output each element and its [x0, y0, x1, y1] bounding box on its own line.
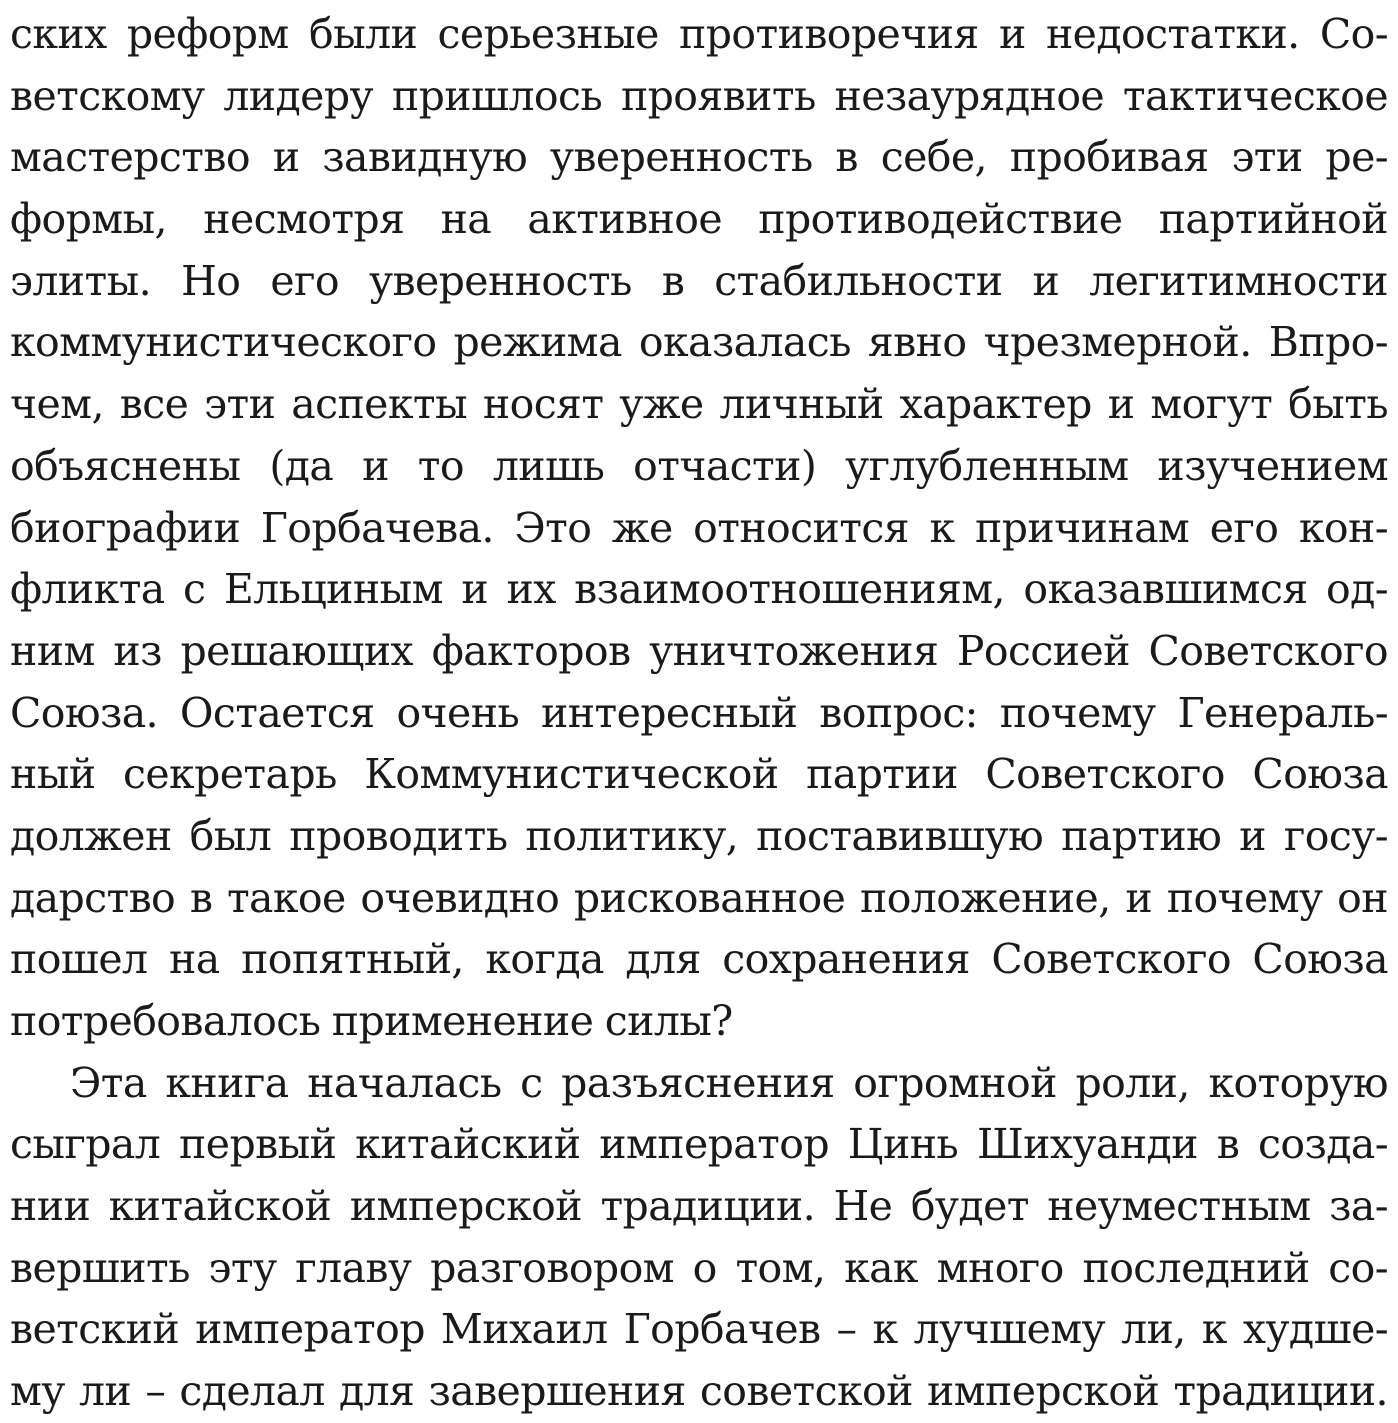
text-line: дарство в такое очевидно рискованное положение, и почему он: [10, 873, 1388, 922]
text-line: элиты. Но его уверенность в стабильности и легитимности: [10, 256, 1388, 305]
paragraph: [10, 1053, 1388, 1423]
text-line: чем, все эти аспекты носят уже личный характер и могут быть: [10, 380, 1388, 429]
text-line: му ли – сделал для завершения советской имперской традиции.: [10, 1367, 1388, 1416]
text-line: биографии Горбачева. Это же относится к причинам его кон-: [10, 503, 1388, 552]
text-line: коммунистического режима оказалась явно чрезмерной. Впро-: [10, 318, 1388, 367]
text-line: формы, несмотря на активное противодействие партийной: [10, 195, 1388, 244]
text-line: нии китайской имперской традиции. Не будет неуместным за-: [10, 1182, 1388, 1231]
text-line: ним из решающих факторов уничтожения Россией Советского: [10, 626, 1388, 675]
text-line: ветскому лидеру пришлось проявить незаурядное тактическое: [10, 71, 1388, 120]
text-line: Союза. Остается очень интересный вопрос: почему Генераль-: [10, 688, 1388, 737]
text-line: сыграл первый китайский император Цинь Шихуанди в созда-: [10, 1120, 1388, 1169]
text-line: фликта с Ельциным и их взаимоотношениям, оказавшимся од-: [10, 565, 1388, 614]
text-line: вершить эту главу разговором о том, как много последний со-: [10, 1243, 1388, 1292]
text-line: мастерство и завидную уверенность в себе, пробивая эти ре-: [10, 133, 1388, 182]
text-line: пошел на попятный, когда для сохранения Советского Союза: [10, 935, 1388, 984]
text-line: Эта книга началась с разъяснения огромной роли, которую: [70, 1058, 1388, 1107]
text-line: ный секретарь Коммунистической партии Советского Союза: [10, 750, 1388, 799]
text-line: потребовалось применение силы?: [10, 997, 733, 1045]
text-line: ветский император Михаил Горбачев – к лучшему ли, к худше-: [10, 1305, 1388, 1354]
text-line: ских реформ были серьезные противоречия и недостатки. Со-: [10, 10, 1388, 58]
paragraph: [10, 4, 1388, 1053]
text-line: объяснены (да и то лишь отчасти) углубленным изучением: [10, 441, 1388, 490]
text-line: должен был проводить политику, поставившую партию и госу-: [10, 811, 1388, 860]
